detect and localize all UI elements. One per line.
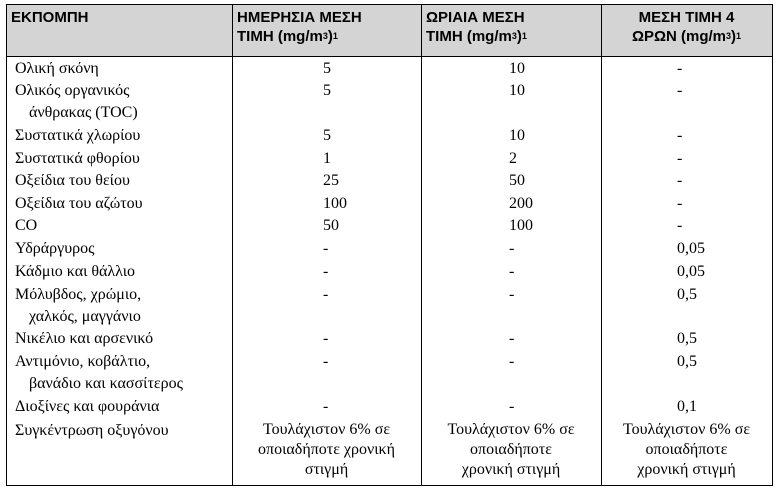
daily-value: 5 <box>323 60 331 77</box>
four-hour-value: 0,5 <box>677 286 697 303</box>
emission-name: Συστατικά χλωρίου <box>15 127 141 144</box>
four-hour-value: 0,5 <box>677 330 697 347</box>
emission-name: Μόλυβδος, χρώμιο, χαλκός, μαγγάνιο <box>15 286 142 325</box>
emission-name: Οξείδια του αζώτου <box>15 195 143 212</box>
oxygen-daily: Τουλάχιστον 6% σε οποιαδήποτε χρονική στιγμή <box>258 421 395 478</box>
four-hour-value: - <box>677 172 683 189</box>
daily-value: - <box>323 398 329 415</box>
daily-value: 50 <box>323 217 339 234</box>
hourly-value: - <box>509 240 515 257</box>
daily-value: - <box>323 286 329 303</box>
daily-value: 25 <box>323 172 339 189</box>
hourly-value: - <box>509 286 515 303</box>
header-daily-line2: ΤΙΜΗ $(mg/m^3)^1$ <box>237 28 338 45</box>
header-daily-average <box>232 5 421 56</box>
hourly-value: 10 <box>509 82 525 99</box>
daily-value: - <box>323 240 329 257</box>
four-hour-value: 0,5 <box>677 353 697 370</box>
column-divider <box>421 5 422 485</box>
hourly-value: - <box>509 330 515 347</box>
four-hour-value: 0,1 <box>677 398 697 415</box>
hourly-value: 200 <box>509 195 533 212</box>
column-divider <box>232 5 233 485</box>
four-hour-value: - <box>677 217 683 234</box>
hourly-value: 2 <box>509 150 517 167</box>
four-hour-value: - <box>677 82 683 99</box>
daily-value: 100 <box>323 195 347 212</box>
emission-name: Νικέλιο και αρσενικό <box>15 330 154 347</box>
daily-value: - <box>323 330 329 347</box>
four-hour-value: 0,05 <box>677 240 705 257</box>
hourly-value: 10 <box>509 127 525 144</box>
oxygen-four-hour: Τουλάχιστον 6% σε οποιαδήποτε χρονική στιγμή <box>622 421 751 478</box>
header-four-hour-line2: ΩΡΩΝ $(mg/m^3)^1$ <box>631 28 742 45</box>
header-emission <box>7 5 232 56</box>
hourly-value: - <box>509 353 515 370</box>
header-hourly-line1: ΩΡΙΑΙΑ ΜΕΣΗ <box>426 9 525 26</box>
daily-value: 5 <box>323 82 331 99</box>
four-hour-value: - <box>677 60 683 77</box>
table-header <box>7 5 772 57</box>
header-hourly-line2: ΤΙΜΗ $(mg/m^3)^1$ <box>426 28 527 45</box>
emission-name: Ολικός οργανικός άνθρακας (TOC) <box>15 82 138 121</box>
column-divider <box>601 5 602 485</box>
emission-name: Διοξίνες και φουράνια <box>15 398 160 415</box>
four-hour-value: - <box>677 127 683 144</box>
emission-name: Αντιμόνιο, κοβάλτιο, βανάδιο και κασσίτερος <box>15 353 183 392</box>
emissions-table <box>6 4 773 486</box>
oxygen-hourly: Τουλάχιστον 6% σε οποιαδήποτε χρονική στιγμή <box>447 421 575 478</box>
emission-name: Κάδμιο και θάλλιο <box>15 263 136 280</box>
daily-value: 1 <box>323 150 331 167</box>
daily-value: 5 <box>323 127 331 144</box>
hourly-value: - <box>509 398 515 415</box>
header-four-hour-average <box>601 5 772 56</box>
header-emission-label: ΕΚΠΟΜΠΗ <box>11 9 89 26</box>
emission-name: CO <box>15 217 38 234</box>
emission-name: Οξείδια του θείου <box>15 172 130 189</box>
four-hour-value: - <box>677 150 683 167</box>
daily-value: - <box>323 353 329 370</box>
header-four-hour-line1: ΜΕΣΗ ΤΙΜΗ 4 <box>638 9 735 26</box>
hourly-value: 50 <box>509 172 525 189</box>
hourly-value: - <box>509 263 515 280</box>
daily-value: - <box>323 263 329 280</box>
oxygen-name: Συγκέντρωση οξυγόνου <box>15 422 169 439</box>
emission-name: Υδράργυρος <box>15 240 95 257</box>
four-hour-value: - <box>677 195 683 212</box>
emission-name: Ολική σκόνη <box>15 60 99 77</box>
emission-name: Συστατικά φθορίου <box>15 150 140 167</box>
four-hour-value: 0,05 <box>677 263 705 280</box>
header-hourly-average <box>421 5 601 56</box>
hourly-value: 10 <box>509 60 525 77</box>
hourly-value: 100 <box>509 217 533 234</box>
header-daily-line1: ΗΜΕΡΗΣΙΑ ΜΕΣΗ <box>237 9 362 26</box>
